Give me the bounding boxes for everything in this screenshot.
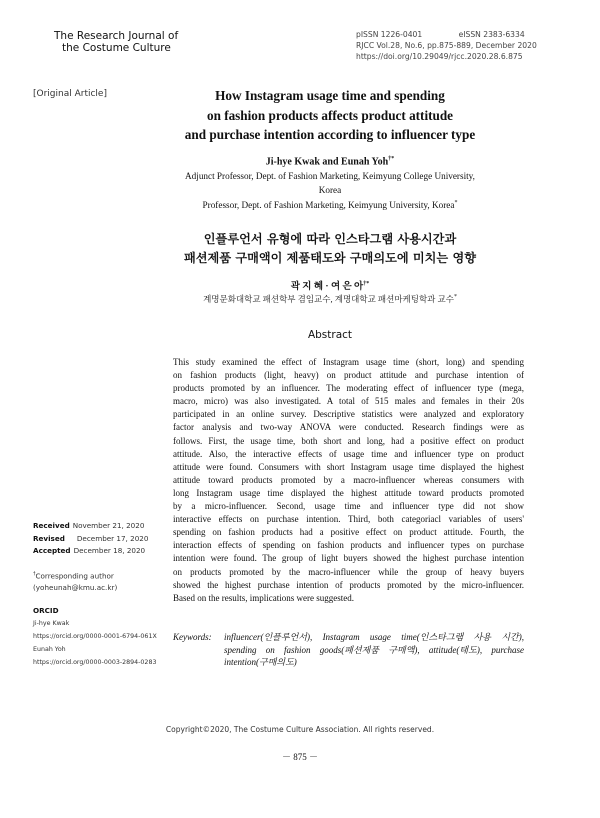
received-date: November 21, 2020 [72,521,145,530]
abstract-line: spending on fashion products had a positive effect on product attitude. Fourth, the [173,527,524,538]
author-names [170,156,490,167]
abstract-line: long Instagram usage time displayed the highest attitude toward products promoted [173,487,524,498]
author-names-text: Ji-hye Kwak and Eunah Yoh [265,156,389,168]
article-sidebar [33,520,157,669]
copyright-notice: Copyright©2020, The Costume Culture Association. All rights reserved. [165,725,435,734]
keywords-line: influencer(인플루언서), Instagram usage time(인스타그램 사용 시간), [224,632,524,642]
corresponding-email[interactable]: (yoheunah@kmu.ac.kr) [33,583,118,593]
korean-authors-mark: †* [363,280,370,287]
abstract-line: macro, micro) was also investigated. A total of 515 males and females in their 20s [173,396,524,407]
orcid-name: Eunah Yoh [33,646,66,654]
korean-authors-text: 곽 지 혜 · 여 은 아 [290,282,364,292]
corresponding-mark: †* [388,156,395,162]
title-line: and purchase intention according to influencer type [184,127,476,142]
received-row [33,520,157,533]
corresponding-author-row [33,568,157,583]
abstract-line: attitude were found. Consumers with short Instagram usage time displayed the highest [173,461,524,472]
keywords-text [224,631,524,669]
abstract-line: showed the highest purchase intention of products promoted by the micro-influencer. [173,579,524,590]
article-type: [Original Article] [33,89,107,99]
abstract-line: Based on the results, implications were suggested. [173,592,354,603]
orcid-name: Ji-hye Kwak [33,620,70,628]
affiliation-line: Korea [318,184,342,195]
abstract-line: on fashion products (light, heavy) on product attitude and purchase intention of [173,370,524,381]
korean-title [170,230,490,267]
revised-label: Revised [33,533,65,543]
affiliation-line: Professor, Dept. of Fashion Marketing, Keimyung University, Korea [202,200,455,211]
keywords-line: spending on fashion goods(패션제품 구매액), attitude(태도), purchase [224,644,524,655]
journal-name [54,30,178,54]
corresponding-author-mark: † [33,570,36,577]
keywords-line: intention(구매의도) [224,657,297,667]
abstract-body [173,356,524,605]
korean-affiliation-text: 계명문화대학교 패션학부 겸임교수, 계명대학교 패션마케팅학과 교수 [203,294,454,304]
title-line: How Instagram usage time and spending [215,88,445,103]
title-line: on fashion products affects product attitude [206,107,454,123]
affiliation-line: Adjunct Professor, Dept. of Fashion Marketing, Keimyung College University, [185,171,475,181]
abstract-line: follows. First, the usage time, both short and long, had a positive effect on product [173,435,524,446]
page-number: － 875 － [281,752,318,762]
abstract-line: participated in an online survey. Descriptive statistics were analyzed and exploratory [173,409,524,420]
accepted-row [33,545,157,558]
abstract-line: products promoted by an influencer. The moderating effect of influencer type (mega, [173,383,524,394]
affiliations [170,170,490,213]
keywords-label: Keywords: [173,632,212,642]
korean-affiliation [170,293,490,305]
received-label: Received [33,521,70,530]
abstract-line: attitude toward products promoted by a macro-influencer whereas consumers with [173,474,524,485]
abstract-line: intention were found. The group of light buyers showed the highest purchase intention [173,553,524,564]
abstract-line: attitude. Also, the interactive effects of usage time and influencer type on product [173,448,524,459]
paper-title [170,86,490,145]
abstract-line: This study examined the effect of Instagram usage time (short, long) and spending [173,357,524,367]
korean-authors [170,278,490,292]
journal-name-line2: the Costume Culture [62,42,171,54]
orcid-link[interactable]: https://orcid.org/0000-0001-6794-061X [33,633,157,641]
accepted-date: December 18, 2020 [73,546,146,555]
korean-title-line: 인플루언서 유형에 따라 인스타그램 사용시간과 [203,232,457,246]
revised-date: December 17, 2020 [76,533,149,543]
korean-title-line: 패션제품 구매액이 제품태도와 구매의도에 미치는 영향 [184,250,476,265]
pissn: pISSN 1226-0401 [356,30,423,39]
abstract-line: interactive effects on purchase intention. Third, both categoriacl variables of users' [173,514,524,525]
journal-name-line1: The Research Journal of [54,30,179,42]
accepted-label: Accepted [33,546,71,555]
korean-affiliation-mark: * [453,294,457,301]
abstract-line: factor analysis and two-way ANOVA were conducted. Research findings were as [173,422,524,433]
citation: RJCC Vol.28, No.6, pp.875-889, December 2020 [356,41,537,50]
affiliation-mark: * [454,200,458,206]
eissn: eISSN 2383-6334 [458,30,525,39]
abstract-heading: Abstract [307,329,353,341]
doi-link[interactable]: https://doi.org/10.29049/rjcc.2020.28.6.875 [356,52,523,61]
abstract-line: by a micro-influencer. Second, usage time and influencer type did not show [173,501,524,512]
abstract-line: interaction effects of spending on fashion products and influencer types on purchase [173,540,524,551]
issn-block [356,29,537,62]
orcid-link[interactable]: https://orcid.org/0000-0003-2894-0283 [33,659,157,667]
revised-row [33,533,157,546]
orcid-label: ORCID [33,605,59,615]
abstract-line: on products promoted by the macro-influencer while the group of heavy buyers [173,566,524,577]
corresponding-author-label: Corresponding author [35,570,114,580]
